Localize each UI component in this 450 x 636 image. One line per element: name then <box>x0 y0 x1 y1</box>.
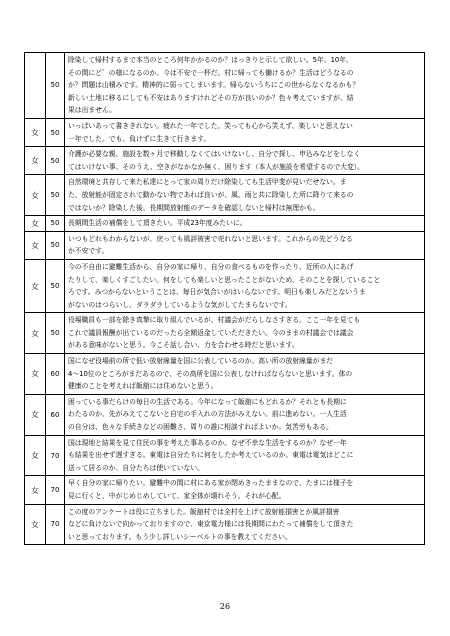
table-row <box>25 354 425 395</box>
comment-cell <box>65 394 425 435</box>
comment-line: 介護が必要な親、施設を数ヶ月で移動しなくてはいけないし、自分で探し、申込みなどをしなく <box>68 150 361 159</box>
gender-cell <box>25 53 46 119</box>
comment-cell <box>65 313 425 354</box>
table-row <box>25 118 425 146</box>
comment-cell <box>65 259 425 312</box>
comment-line: がある意味がないと思う。今こそ話し合い、力を合わせる時だと思います。 <box>68 341 299 350</box>
comment-line: わたるのか、先がみえてこないと自宅の手入れの方法がみえない。前に進めない。一人生活 <box>68 410 347 419</box>
age-cell: 50 <box>46 313 65 354</box>
comment-line: 果は出ません。 <box>68 106 116 115</box>
comment-line: てはいけない事、そのうえ、空きがなかなか無く、困ります（本人が施設を希望するので大変）。 <box>68 162 364 171</box>
gender-cell: 女 <box>25 354 46 395</box>
age-cell: 50 <box>46 53 65 119</box>
age-cell: 60 <box>46 394 65 435</box>
age-cell: 70 <box>46 476 65 504</box>
comment-line: か不安です。 <box>68 247 109 256</box>
gender-cell: 女 <box>25 435 46 476</box>
comment-line: も結果を出せず遅すぎる。東電は自分たちに何をしたか考えているのか。東電は電気はどこに <box>68 451 354 460</box>
comment-line: がないのはつらいし、ダラダラしているような気がしてたまらないです。 <box>68 300 292 309</box>
gender-cell: 女 <box>25 216 46 232</box>
comment-cell <box>65 476 425 504</box>
table-row <box>25 231 425 259</box>
comment-line: 国は現地と結果を見て住民の事を考えた事あるのか。なぜ不幸な生活をするのか？なぜ一年 <box>68 438 347 447</box>
age-cell: 50 <box>46 231 65 259</box>
comment-line: 一年でした。でも、負けずに生きて行きます。 <box>68 134 211 143</box>
page-number: 26 <box>219 602 231 611</box>
gender-cell: 女 <box>25 504 46 545</box>
comment-cell <box>65 231 425 259</box>
comment-line: の自分は、色々な手続きなどの困難さ、周りの誰に相談すればよいか。気苦労もある。 <box>68 423 333 432</box>
comment-line: た、放射能が固定されて動かない物であれば良いが、風、雨と共に除染した所に降りて来るの <box>68 190 354 199</box>
comment-line: いっぱいあって書ききれない。疲れた一年でした。笑っても心から笑えず、楽しいと思えない <box>68 121 353 130</box>
gender-cell: 女 <box>25 476 46 504</box>
comment-line: いと思っております。もう少し詳しいシーベルトの事を教えてください。 <box>68 532 292 541</box>
age-cell: 50 <box>46 216 65 232</box>
comment-line: 早く自分の家に帰りたい。避難中の間に村にある家が閉めきったままなので、たまには様子を <box>68 479 354 488</box>
comment-line: 見に行くと、中がじめじめしていて、家全体が壊れそう。それが心配。 <box>68 492 286 500</box>
age-cell: 50 <box>46 175 65 216</box>
table-row <box>25 53 425 119</box>
comment-line: 新しい土地に移るにしても不安はありますけれどその方が良いのか？色々考えていますが、結 <box>68 93 354 102</box>
comment-line: か？問題は山積みです。精神的に弱ってしまいます。帰らないうちにこの世からなくなるかも？ <box>68 81 360 90</box>
comment-line: 困っている事だらけの毎日の生活である。今年になって飯舘にもどれるか？それとも長期に <box>68 397 347 406</box>
survey-response-table <box>24 52 425 545</box>
comment-cell <box>65 354 425 395</box>
comment-cell <box>65 175 425 216</box>
age-cell: 50 <box>46 259 65 312</box>
age-cell: 70 <box>46 504 65 545</box>
gender-cell: 女 <box>25 313 46 354</box>
comment-line: 今の不自由に避難生活から、自分の家に帰り、自分の食べるものを作ったり、近所の人にあげ <box>68 262 354 271</box>
gender-cell: 女 <box>25 118 46 146</box>
comment-line: 自然環境と共存して来た私達にとって家の周りだけ除染しても生活甲斐が見いだせない。ま <box>68 178 347 187</box>
age-cell: 50 <box>46 147 65 175</box>
comment-line: この度のアンケートは役に立ちました。飯舘村では全村を上げて放射能損害とか風評損害 <box>68 507 340 516</box>
comment-line: などに負けないで向かっておりますので、東京電力様には長期間にわたって補償をして頂きた <box>68 520 354 529</box>
gender-cell: 女 <box>25 231 46 259</box>
comment-line: ろです。みつからないということは、毎日が気合いがはいらないです。明日も楽しみだとないうま <box>68 288 366 297</box>
comment-line: 4～10位のところがまだあるので、その高所を国に公表しなければならないと思います。体の <box>68 369 353 378</box>
comment-line: その間にど゛の様になるのか、今は不安で一杯だ。村に帰っても働けるか？生活はどうなるの <box>68 68 354 77</box>
gender-cell: 女 <box>25 259 46 312</box>
comment-line: これで議員報酬が出ているのだったら全額返金していただきたい。今のままの村議会では議会 <box>68 328 354 337</box>
table-row <box>25 504 425 545</box>
comment-cell <box>65 53 425 119</box>
table-row <box>25 216 425 232</box>
comment-line: 送って居るのか、自分たちは使いていない。 <box>68 463 204 472</box>
table-row <box>25 476 425 504</box>
comment-line: 長期間生活の補償をして頂きたい。平成23年度みたいに。 <box>68 219 247 228</box>
comment-line: 除染して帰村するまで本当のところ何年かかるのか？はっきりと示して欲しい。5年、10年、 <box>68 56 353 64</box>
comment-cell <box>65 435 425 476</box>
gender-cell: 女 <box>25 175 46 216</box>
table-row <box>25 259 425 312</box>
comment-cell <box>65 504 425 545</box>
comment-line: 健康のことを考えれば飯舘には住めないと思う。 <box>68 382 218 391</box>
comment-cell <box>65 118 425 146</box>
comment-line: 国になぜ役場前の所で低い放射線量を国に公表しているのか。高い所の放射線量がまだ <box>68 357 334 366</box>
comment-cell <box>65 147 425 175</box>
comment-line: いつもどれもわからないが、戻っても風評被害で売れないと思います。これからの先どうなる <box>68 234 353 243</box>
table-row <box>25 175 425 216</box>
comment-line: たりして、楽しくすごしたい。何をしても楽しいと思ったことがないため、そのことを探していること <box>68 275 381 284</box>
comment-line: ではないか？除染した後、長期間放射能のデータを確認しないと帰村は無理かも。 <box>68 203 320 212</box>
comment-line: 役場職員も一部を除き真摯に取り組んでいるが、村議会がだらしなさすぎる。ここ一年を見ても <box>68 316 361 325</box>
table-row <box>25 435 425 476</box>
table-row <box>25 147 425 175</box>
age-cell: 50 <box>46 118 65 146</box>
table-row <box>25 313 425 354</box>
comment-cell <box>65 216 425 232</box>
gender-cell: 女 <box>25 147 46 175</box>
age-cell: 60 <box>46 354 65 395</box>
gender-cell: 女 <box>25 394 46 435</box>
age-cell: 70 <box>46 435 65 476</box>
table-row <box>25 394 425 435</box>
